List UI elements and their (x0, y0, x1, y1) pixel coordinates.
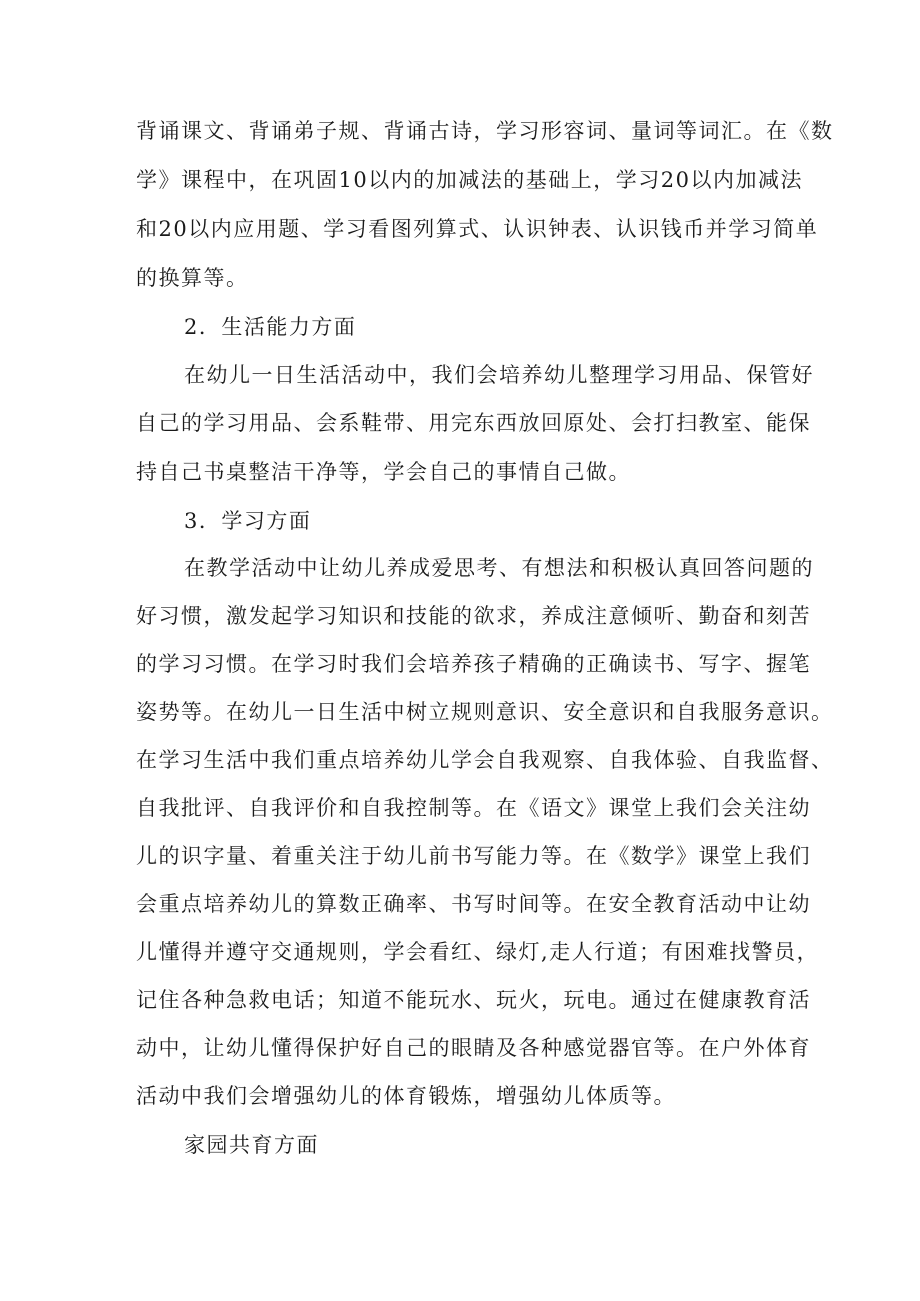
paragraph-line: 和20以内应用题、学习看图列算式、认识钟表、认识钱币并学习简单 (136, 217, 819, 241)
paragraph-line: 学》课程中，在巩固10以内的加减法的基础上，学习20以内加减法 (136, 168, 803, 192)
section-heading-life-skills: 2．生活能力方面 (184, 315, 357, 339)
paragraph-line: 的换算等。 (136, 266, 249, 290)
paragraph-line: 会重点培养幼儿的算数正确率、书写时间等。在安全教育活动中让幼 (136, 892, 811, 916)
section-heading-home-school: 家园共育方面 (184, 1133, 319, 1157)
paragraph-line: 儿的识字量、着重关注于幼儿前书写能力等。在《数学》课堂上我们 (136, 844, 811, 868)
paragraph-line: 背诵课文、背诵弟子规、背诵古诗，学习形容词、量词等词汇。在《数 (136, 119, 834, 143)
paragraph-line: 在幼儿一日生活活动中，我们会培养幼儿整理学习用品、保管好 (184, 363, 814, 387)
paragraph-line: 在学习生活中我们重点培养幼儿学会自我观察、自我体验、自我监督、 (136, 748, 834, 772)
paragraph-line: 儿懂得并遵守交通规则，学会看红、绿灯,走人行道；有困难找警员， (136, 940, 820, 964)
paragraph-line: 自我批评、自我评价和自我控制等。在《语文》课堂上我们会关注幼 (136, 796, 811, 820)
paragraph-line: 姿势等。在幼儿一日生活中树立规则意识、安全意识和自我服务意识。 (136, 700, 834, 724)
section-heading-learning: 3．学习方面 (184, 509, 312, 533)
paragraph-line: 在教学活动中让幼儿养成爱思考、有想法和积极认真回答问题的 (184, 556, 814, 580)
paragraph-line: 自己的学习用品、会系鞋带、用完东西放回原处、会打扫教室、能保 (136, 411, 811, 435)
paragraph-line: 好习惯，激发起学习知识和技能的欲求，养成注意倾听、勤奋和刻苦 (136, 604, 811, 628)
paragraph-line: 记住各种急救电话；知道不能玩水、玩火，玩电。通过在健康教育活 (136, 988, 811, 1012)
paragraph-line: 的学习习惯。在学习时我们会培养孩子精确的正确读书、写字、握笔 (136, 652, 811, 676)
paragraph-line: 动中，让幼儿懂得保护好自己的眼睛及各种感觉器官等。在户外体育 (136, 1036, 811, 1060)
paragraph-line: 持自己书桌整洁干净等，学会自己的事情自己做。 (136, 460, 631, 484)
paragraph-line: 活动中我们会增强幼儿的体育锻炼，增强幼儿体质等。 (136, 1084, 676, 1108)
